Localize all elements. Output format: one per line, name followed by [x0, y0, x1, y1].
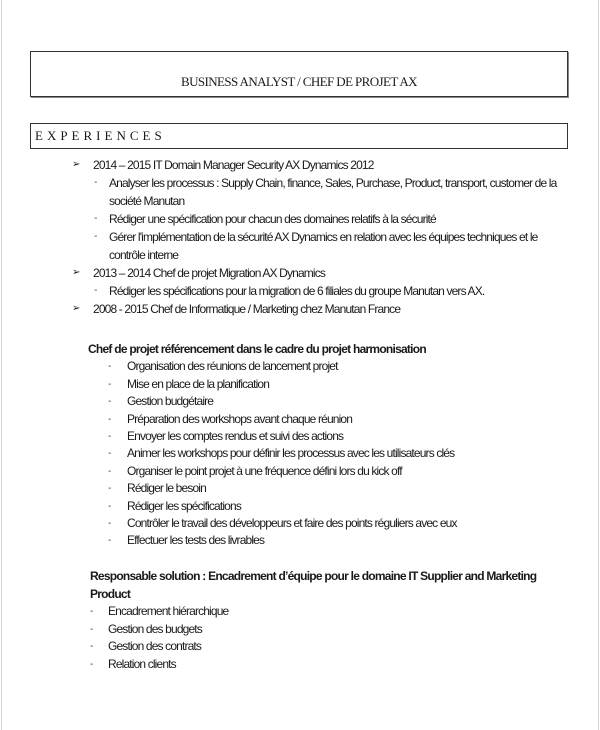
list-item-text: Relation clients: [108, 656, 176, 671]
list-item: [88, 428, 457, 445]
dash-bullet-icon: -: [108, 500, 111, 512]
list-item: [88, 445, 457, 462]
dash-bullet-icon: -: [94, 231, 97, 242]
experience-item: [72, 264, 556, 282]
list-item: [88, 463, 457, 480]
page-edge-left: [1, 0, 2, 730]
list-item: [88, 376, 457, 393]
project-section: [88, 341, 457, 550]
dash-bullet-icon: -: [108, 448, 111, 460]
list-item-text: société Manutan: [109, 194, 185, 208]
list-item-text: contrôle interne: [109, 248, 179, 262]
list-item: [88, 358, 457, 375]
arrow-bullet-icon: ➢: [72, 267, 80, 278]
list-item-text: Animer les workshops pour définir les processus avec les utilisateurs clés: [127, 446, 455, 461]
dash-bullet-icon: -: [108, 413, 111, 425]
experience-list: [72, 156, 556, 318]
dash-bullet-icon: -: [108, 361, 111, 373]
list-item-text: Préparation des workshops avant chaque réunion: [127, 411, 353, 426]
dash-bullet-icon: -: [94, 177, 97, 188]
list-item: [90, 603, 536, 621]
dash-bullet-icon: -: [90, 623, 93, 635]
list-item-text: Gestion budgétaire: [127, 394, 214, 409]
arrow-bullet-icon: ➢: [72, 303, 80, 314]
list-item: [72, 282, 556, 300]
section-heading: EXPERIENCES: [35, 128, 166, 143]
list-item-continuation: [72, 246, 556, 264]
dash-bullet-icon: -: [108, 396, 111, 408]
list-item: [88, 480, 457, 497]
list-item-text: Mise en place de la planification: [127, 376, 270, 391]
project-heading: Chef de projet référencement dans le cadre du projet harmonisation: [88, 342, 426, 356]
experience-item: [72, 156, 556, 174]
list-item-text: Encadrement hiérarchique: [108, 604, 229, 618]
document-title: BUSINESS ANALYST / CHEF DE PROJET AX: [181, 74, 417, 89]
list-item: [90, 621, 536, 639]
list-item: [88, 515, 457, 532]
solution-heading: Responsable solution : Encadrement d’équipe pour le domaine IT Supplier and Marketing: [90, 569, 537, 583]
experience-heading: 2013 – 2014 Chef de projet Migration AX Dynamics: [93, 266, 326, 280]
list-item-text: Rédiger les spécifications: [127, 498, 241, 513]
list-item-text: Analyser les processus : Supply Chain, finance, Sales, Purchase, Product, transport, customer de la: [109, 176, 557, 190]
list-item-text: Envoyer les comptes rendus et suivi des actions: [127, 428, 344, 443]
dash-bullet-icon: -: [90, 641, 93, 652]
list-item-text: Effectuer les tests des livrables: [127, 533, 265, 548]
section-heading-box: [30, 123, 568, 149]
dash-bullet-icon: -: [94, 213, 97, 224]
list-item-text: Rédiger le besoin: [127, 481, 206, 496]
dash-bullet-icon: -: [108, 465, 111, 477]
list-item-continuation: [72, 192, 556, 210]
list-item-text: Rédiger les spécifications pour la migration de 6 filiales du groupe Manutan vers AX.: [109, 284, 485, 298]
list-item: [90, 656, 536, 674]
dash-bullet-icon: -: [108, 535, 111, 547]
dash-bullet-icon: -: [108, 483, 111, 495]
list-item-text: Organisation des réunions de lancement projet: [127, 359, 338, 374]
list-item-text: Gestion des contrats: [108, 639, 202, 653]
solution-section: [90, 568, 536, 673]
list-item: [72, 228, 556, 246]
title-box: [30, 51, 568, 97]
list-item: [72, 174, 556, 192]
dash-bullet-icon: -: [108, 430, 111, 442]
dash-bullet-icon: -: [90, 606, 93, 617]
dash-bullet-icon: -: [90, 658, 93, 670]
dash-bullet-icon: -: [108, 378, 111, 390]
list-item-text: Organiser le point projet à une fréquence défini lors du kick off: [127, 463, 402, 478]
experience-item: [72, 300, 556, 318]
list-item: [88, 532, 457, 549]
arrow-bullet-icon: ➢: [72, 159, 80, 170]
list-item: [72, 210, 556, 228]
page-edge-right: [598, 0, 599, 730]
solution-heading-continuation: Product: [90, 586, 131, 601]
list-item-text: Contrôler le travail des développeurs et faire des points réguliers avec eux: [127, 515, 457, 530]
list-item: [90, 638, 536, 656]
list-item-text: Gérer l'implémentation de la sécurité AX Dynamics en relation avec les équipes techniques et le: [109, 230, 538, 244]
list-item: [88, 411, 457, 428]
list-item: [88, 393, 457, 410]
list-item-text: Rédiger une spécification pour chacun des domaines relatifs à la sécurité: [109, 212, 436, 226]
experience-heading: 2014 – 2015 IT Domain Manager Security AX Dynamics 2012: [93, 158, 374, 172]
experience-heading: 2008 - 2015 Chef de Informatique / Marketing chez Manutan France: [93, 302, 401, 316]
list-item-text: Gestion des budgets: [108, 621, 202, 636]
dash-bullet-icon: -: [108, 517, 111, 529]
dash-bullet-icon: -: [94, 285, 97, 296]
list-item: [88, 498, 457, 515]
